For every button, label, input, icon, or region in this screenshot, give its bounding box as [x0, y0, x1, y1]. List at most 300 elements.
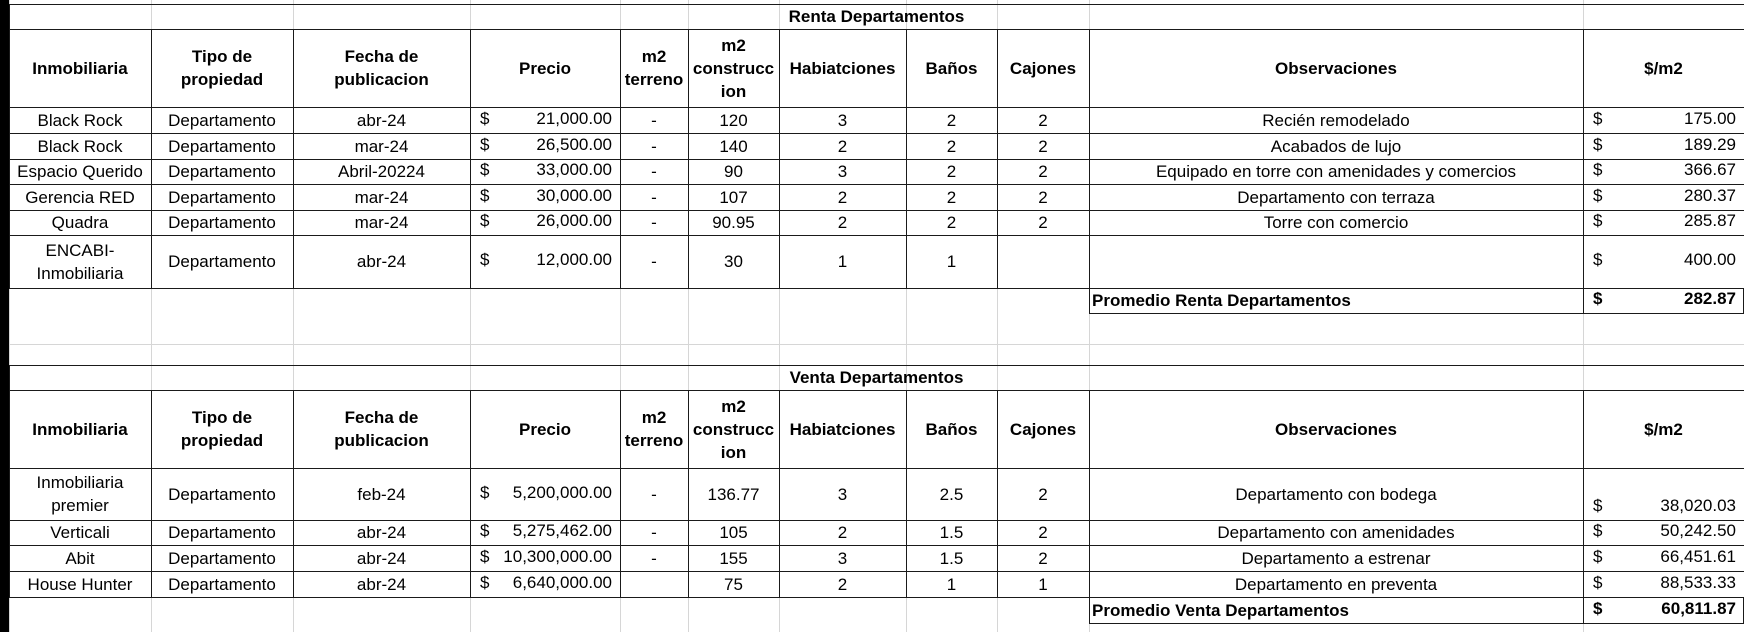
cell-construccion: 140 — [719, 136, 748, 156]
column-header-tipo: Tipo de propiedad — [180, 408, 264, 450]
cell-terreno: - — [651, 110, 657, 130]
table-border — [1089, 133, 1090, 159]
cell-habitaciones: 3 — [837, 110, 848, 130]
table-border — [151, 545, 152, 571]
table-border — [997, 390, 998, 468]
table-border — [997, 133, 998, 159]
table-border — [997, 107, 998, 133]
average-label: Promedio Renta Departamentos — [1092, 291, 1351, 310]
cell-precio — [470, 468, 620, 520]
table-border — [688, 29, 689, 107]
cell-inmobiliaria: Abit — [65, 548, 95, 568]
cell-cajones — [1000, 235, 1086, 288]
amount-value: 175.00 — [1684, 109, 1736, 128]
column-header-pm2: $/m2 — [1644, 419, 1683, 439]
cell-pm2 — [1583, 571, 1744, 597]
cell-fecha: mar-24 — [354, 187, 409, 207]
cell-precio — [470, 520, 620, 545]
table-border — [620, 210, 621, 235]
table-border — [620, 159, 621, 184]
cell-banos: 2.5 — [939, 484, 964, 504]
table-border — [470, 390, 471, 468]
table-border — [151, 159, 152, 184]
cell-inmobiliaria: Verticali — [50, 523, 110, 542]
section-title: Venta Departamentos — [789, 368, 964, 387]
table-border — [779, 390, 780, 468]
cell-observaciones: Departamento a estrenar — [1241, 548, 1431, 568]
currency-symbol: $ — [480, 521, 490, 540]
cell-inmobiliaria: Inmobiliaria premier — [36, 473, 124, 515]
currency-symbol: $ — [1593, 211, 1603, 230]
column-header-pm2: $/m2 — [1644, 58, 1683, 78]
table-border — [293, 184, 294, 210]
cell-banos: 2 — [946, 162, 957, 181]
table-border — [688, 210, 689, 235]
amount-value: 26,500.00 — [536, 135, 612, 154]
currency-symbol: $ — [1593, 250, 1603, 269]
table-border — [9, 365, 10, 390]
table-border — [1583, 29, 1584, 107]
cell-precio — [470, 235, 620, 288]
column-header-precio: Precio — [519, 58, 571, 78]
table-border — [293, 468, 294, 520]
cell-cajones: 2 — [1038, 523, 1048, 542]
cell-terreno: - — [651, 136, 657, 156]
cell-construccion: 155 — [719, 548, 748, 568]
table-border — [779, 468, 780, 520]
table-border — [688, 468, 689, 520]
cell-tipo: Departamento — [168, 213, 276, 232]
cell-terreno: - — [651, 523, 657, 542]
cell-pm2 — [1583, 184, 1744, 210]
table-border — [1089, 184, 1090, 210]
currency-symbol: $ — [1593, 289, 1603, 308]
cell-inmobiliaria: Black Rock — [37, 136, 123, 156]
cell-tipo: Departamento — [168, 162, 276, 181]
cell-cajones: 2 — [1038, 484, 1048, 504]
amount-value: 33,000.00 — [536, 160, 612, 179]
cell-habitaciones: 2 — [837, 187, 848, 207]
cell-tipo: Departamento — [168, 110, 276, 130]
table-border — [620, 520, 621, 545]
table-border — [688, 390, 689, 468]
column-header-fecha: Fecha de publicacion — [334, 408, 429, 450]
table-border — [688, 571, 689, 597]
cell-cajones: 2 — [1038, 213, 1048, 232]
amount-value: 30,000.00 — [536, 186, 612, 205]
column-header-observaciones: Observaciones — [1275, 419, 1397, 439]
cell-observaciones: Torre con comercio — [1263, 213, 1409, 232]
cell-construccion: 90 — [724, 162, 743, 181]
table-border — [779, 235, 780, 288]
column-header-habitaciones: Habiatciones — [789, 419, 896, 439]
table-border — [906, 235, 907, 288]
table-border — [906, 520, 907, 545]
table-border — [620, 133, 621, 159]
cell-inmobiliaria: Gerencia RED — [25, 187, 135, 207]
table-border — [1089, 597, 1090, 623]
table-border — [906, 133, 907, 159]
cell-tipo: Departamento — [168, 523, 276, 542]
cell-habitaciones: 3 — [837, 484, 848, 504]
table-border — [9, 210, 10, 235]
cell-construccion: 136.77 — [707, 484, 760, 504]
table-border — [688, 184, 689, 210]
column-header-habitaciones: Habiatciones — [789, 58, 896, 78]
table-border — [779, 29, 780, 107]
cell-tipo: Departamento — [168, 252, 276, 271]
table-border — [906, 29, 907, 107]
table-border — [9, 184, 10, 210]
table-border — [1089, 520, 1090, 545]
cell-fecha: abr-24 — [356, 548, 407, 568]
column-header-terreno: m2 terreno — [624, 408, 684, 450]
table-border — [906, 159, 907, 184]
amount-value: 60,811.87 — [1661, 599, 1736, 618]
cell-fecha: abr-24 — [356, 110, 407, 130]
cell-inmobiliaria: Black Rock — [37, 110, 123, 130]
cell-pm2 — [1583, 545, 1744, 571]
cell-construccion: 107 — [719, 187, 748, 207]
currency-symbol: $ — [1593, 160, 1603, 179]
table-border — [9, 159, 10, 184]
cell-habitaciones: 3 — [837, 548, 848, 568]
cell-observaciones: Equipado en torre con amenidades y comercios — [1155, 162, 1517, 181]
amount-value: 12,000.00 — [536, 250, 612, 269]
cell-cajones: 2 — [1038, 548, 1048, 568]
table-border — [293, 571, 294, 597]
currency-symbol: $ — [1593, 547, 1603, 566]
amount-value: 400.00 — [1684, 250, 1736, 269]
table-border — [9, 29, 10, 107]
table-border — [293, 159, 294, 184]
cell-fecha: feb-24 — [357, 484, 406, 504]
cell-tipo: Departamento — [168, 136, 276, 156]
average-label: Promedio Venta Departamentos — [1092, 600, 1349, 620]
cell-observaciones: Departamento con terraza — [1237, 187, 1435, 207]
table-border — [1089, 159, 1090, 184]
cell-banos: 2 — [946, 110, 957, 130]
cell-fecha: mar-24 — [354, 213, 409, 232]
cell-tipo: Departamento — [168, 187, 276, 207]
table-border — [1089, 235, 1090, 288]
cell-pm2 — [1583, 468, 1744, 520]
cell-inmobiliaria: House Hunter — [27, 574, 133, 594]
table-border — [1089, 210, 1090, 235]
amount-value: 189.29 — [1684, 135, 1736, 154]
currency-symbol: $ — [480, 109, 490, 128]
amount-value: 366.67 — [1684, 160, 1736, 179]
currency-symbol: $ — [1593, 521, 1603, 540]
table-border — [997, 235, 998, 288]
cell-habitaciones: 2 — [837, 136, 848, 156]
column-header-precio: Precio — [519, 419, 571, 439]
table-border — [620, 545, 621, 571]
table-border — [9, 235, 10, 288]
cell-fecha: abr-24 — [356, 252, 407, 271]
table-border — [1089, 571, 1090, 597]
column-header-cajones: Cajones — [1009, 58, 1077, 78]
table-border — [997, 159, 998, 184]
cell-observaciones: Recién remodelado — [1262, 110, 1410, 130]
table-border — [9, 4, 10, 29]
table-border — [293, 133, 294, 159]
table-border — [1089, 545, 1090, 571]
table-border — [293, 390, 294, 468]
column-header-construccion: m2 construcc ion — [692, 35, 775, 101]
table-border — [9, 520, 10, 545]
amount-value: 26,000.00 — [536, 211, 612, 230]
cell-construccion: 105 — [719, 523, 748, 542]
table-border — [779, 133, 780, 159]
sheet-left-border — [0, 0, 9, 632]
cell-observaciones: Departamento con amenidades — [1217, 523, 1455, 542]
cell-banos: 1.5 — [939, 548, 964, 568]
currency-symbol: $ — [1593, 135, 1603, 154]
average-value — [1583, 597, 1744, 623]
currency-symbol: $ — [1593, 599, 1603, 618]
cell-construccion: 90.95 — [712, 213, 755, 232]
table-border — [620, 390, 621, 468]
cell-precio — [470, 571, 620, 597]
table-border — [1089, 390, 1090, 468]
cell-habitaciones: 2 — [837, 574, 848, 594]
cell-tipo: Departamento — [168, 574, 276, 594]
table-border — [997, 545, 998, 571]
table-border — [779, 571, 780, 597]
cell-terreno: - — [651, 187, 657, 207]
table-border — [688, 107, 689, 133]
cell-fecha: abr-24 — [356, 574, 407, 594]
column-header-terreno: m2 terreno — [624, 47, 684, 89]
cell-precio — [470, 210, 620, 235]
cell-inmobiliaria: Quadra — [51, 213, 109, 232]
cell-banos: 1 — [946, 252, 957, 271]
table-border — [688, 545, 689, 571]
table-border — [293, 210, 294, 235]
amount-value: 88,533.33 — [1660, 573, 1736, 592]
cell-banos: 2 — [946, 136, 957, 156]
table-border — [151, 184, 152, 210]
table-border — [779, 184, 780, 210]
table-border — [688, 520, 689, 545]
column-header-fecha: Fecha de publicacion — [334, 47, 429, 89]
table-border — [9, 107, 10, 133]
currency-symbol: $ — [1593, 186, 1603, 205]
table-border — [997, 29, 998, 107]
cell-construccion: 30 — [724, 252, 743, 271]
table-border — [620, 29, 621, 107]
cell-cajones: 2 — [1038, 187, 1048, 207]
table-border — [293, 235, 294, 288]
amount-value: 5,200,000.00 — [512, 483, 612, 502]
cell-cajones: 2 — [1038, 136, 1048, 156]
cell-tipo: Departamento — [168, 484, 276, 504]
table-border — [620, 571, 621, 597]
cell-fecha: Abril-20224 — [338, 162, 425, 181]
table-border — [151, 29, 152, 107]
table-border — [997, 210, 998, 235]
cell-cajones: 2 — [1038, 162, 1048, 181]
table-border — [151, 107, 152, 133]
currency-symbol: $ — [480, 186, 490, 205]
table-border — [997, 468, 998, 520]
table-border — [1089, 313, 1744, 314]
cell-precio — [470, 159, 620, 184]
amount-value: 5,275,462.00 — [512, 521, 612, 540]
cell-fecha: abr-24 — [356, 523, 407, 542]
table-border — [906, 390, 907, 468]
cell-terreno: - — [651, 484, 657, 504]
currency-symbol: $ — [480, 160, 490, 179]
cell-cajones: 1 — [1038, 574, 1048, 594]
table-border — [620, 107, 621, 133]
cell-precio — [470, 545, 620, 571]
section-title: Renta Departamentos — [788, 7, 965, 26]
table-border — [906, 468, 907, 520]
amount-value: 6,640,000.00 — [512, 573, 612, 592]
cell-precio — [470, 107, 620, 133]
cell-observaciones: Acabados de lujo — [1270, 136, 1402, 156]
cell-terreno: - — [651, 213, 657, 232]
table-border — [9, 390, 10, 468]
cell-construccion: 120 — [719, 110, 748, 130]
table-border — [620, 468, 621, 520]
table-border — [906, 571, 907, 597]
column-header-inmobiliaria: Inmobiliaria — [32, 419, 128, 439]
cell-habitaciones: 1 — [837, 252, 848, 271]
cell-pm2 — [1583, 107, 1744, 133]
currency-symbol: $ — [480, 483, 490, 502]
cell-construccion: 75 — [724, 574, 743, 594]
table-border — [470, 29, 471, 107]
table-border — [997, 520, 998, 545]
cell-terreno: - — [651, 252, 657, 271]
table-border — [9, 545, 10, 571]
table-border — [293, 29, 294, 107]
table-border — [688, 235, 689, 288]
table-border — [293, 520, 294, 545]
cell-banos: 2 — [946, 213, 957, 232]
amount-value: 21,000.00 — [536, 109, 612, 128]
cell-fecha: mar-24 — [354, 136, 409, 156]
table-border — [9, 571, 10, 597]
table-border — [151, 571, 152, 597]
cell-habitaciones: 3 — [837, 162, 848, 181]
table-border — [293, 545, 294, 571]
currency-symbol: $ — [1593, 573, 1603, 592]
table-border — [9, 133, 10, 159]
currency-symbol: $ — [480, 250, 490, 269]
column-header-banos: Baños — [925, 58, 978, 78]
cell-terreno: - — [651, 548, 657, 568]
cell-pm2 — [1583, 210, 1744, 235]
currency-symbol: $ — [480, 573, 490, 592]
cell-banos: 1 — [946, 574, 957, 594]
cell-pm2 — [1583, 520, 1744, 545]
column-header-tipo: Tipo de propiedad — [180, 47, 264, 89]
cell-banos: 1.5 — [939, 523, 964, 542]
table-border — [779, 520, 780, 545]
cell-habitaciones: 2 — [837, 523, 848, 542]
table-border — [1089, 288, 1090, 313]
table-border — [906, 545, 907, 571]
table-border — [997, 184, 998, 210]
cell-terreno — [623, 571, 685, 597]
currency-symbol: $ — [480, 135, 490, 154]
currency-symbol: $ — [1593, 496, 1603, 515]
currency-symbol: $ — [480, 211, 490, 230]
cell-precio — [470, 133, 620, 159]
table-border — [779, 159, 780, 184]
table-border — [151, 390, 152, 468]
table-border — [1089, 107, 1090, 133]
cell-habitaciones: 2 — [837, 213, 848, 232]
amount-value: 50,242.50 — [1660, 521, 1736, 540]
cell-pm2 — [1583, 159, 1744, 184]
column-header-construccion: m2 construcc ion — [692, 396, 775, 462]
table-border — [688, 133, 689, 159]
table-border — [293, 107, 294, 133]
table-border — [151, 210, 152, 235]
column-header-banos: Baños — [925, 419, 978, 439]
amount-value: 285.87 — [1684, 211, 1736, 230]
amount-value: 38,020.03 — [1660, 496, 1736, 515]
cell-pm2 — [1583, 133, 1744, 159]
table-border — [779, 545, 780, 571]
table-border — [9, 468, 10, 520]
cell-cajones: 2 — [1038, 110, 1048, 130]
amount-value: 280.37 — [1684, 186, 1736, 205]
table-border — [1089, 468, 1090, 520]
table-border — [1089, 29, 1090, 107]
column-header-observaciones: Observaciones — [1275, 58, 1397, 78]
table-border — [906, 107, 907, 133]
gridline — [9, 344, 1744, 345]
cell-observaciones: Departamento con bodega — [1235, 484, 1437, 504]
table-border — [151, 468, 152, 520]
cell-terreno: - — [651, 162, 657, 181]
cell-tipo: Departamento — [168, 548, 276, 568]
table-border — [151, 235, 152, 288]
average-value — [1583, 288, 1744, 313]
amount-value: 282.87 — [1684, 289, 1736, 308]
currency-symbol: $ — [480, 547, 490, 566]
table-border — [906, 184, 907, 210]
table-border — [151, 133, 152, 159]
cell-inmobiliaria: ENCABI- Inmobiliaria — [36, 240, 124, 283]
cell-precio — [470, 184, 620, 210]
cell-observaciones — [1092, 235, 1580, 288]
table-border — [779, 107, 780, 133]
amount-value: 66,451.61 — [1660, 547, 1736, 566]
cell-observaciones: Departamento en preventa — [1234, 574, 1438, 594]
table-border — [620, 235, 621, 288]
table-border — [1089, 623, 1744, 624]
table-border — [151, 520, 152, 545]
table-border — [906, 210, 907, 235]
table-border — [779, 210, 780, 235]
column-header-cajones: Cajones — [1009, 419, 1077, 439]
table-border — [1583, 390, 1584, 468]
cell-inmobiliaria: Espacio Querido — [17, 162, 143, 181]
cell-banos: 2 — [946, 187, 957, 207]
cell-pm2 — [1583, 235, 1744, 288]
table-border — [620, 184, 621, 210]
column-header-inmobiliaria: Inmobiliaria — [32, 58, 128, 78]
table-border — [997, 571, 998, 597]
table-border — [688, 159, 689, 184]
